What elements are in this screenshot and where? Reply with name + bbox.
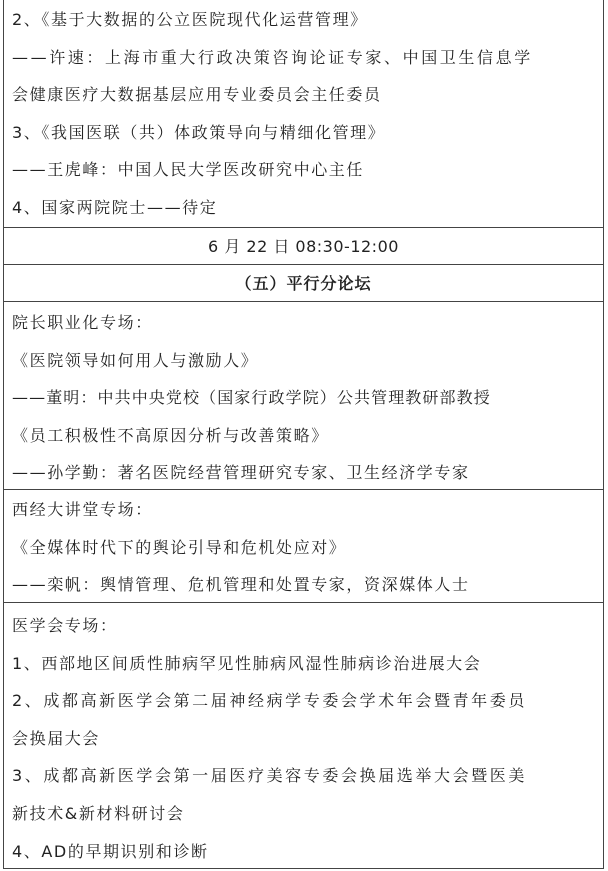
session-time: 6 月 22 日 08:30-12:00 (4, 227, 603, 264)
agenda-line: 2、成都高新医学会第二届神经病学专委会学术年会暨青年委员 (12, 691, 527, 711)
agenda-line: 会换届大会 (12, 728, 101, 748)
agenda-line: 《员工积极性不高原因分析与改善策略》 (12, 425, 329, 445)
agenda-line: ——许速：上海市重大行政决策咨询论证专家、中国卫生信息学 (12, 47, 533, 67)
agenda-line: 3、成都高新医学会第一届医疗美容专委会换届选举大会暨医美 (12, 766, 527, 786)
agenda-line: 4、AD的早期识别和诊断 (12, 841, 209, 861)
agenda-line: 《全媒体时代下的舆论引导和危机处应对》 (12, 537, 347, 557)
president-forum-cell (4, 301, 603, 489)
agenda-line: 院长职业化专场： (12, 313, 153, 332)
keynote-cell (4, 0, 603, 227)
agenda-line: 医学会专场： (12, 616, 118, 635)
agenda-line: 会健康医疗大数据基层应用专业委员会主任委员 (12, 85, 382, 105)
agenda-line: ——栾帆：舆情管理、危机管理和处置专家，资深媒体人士 (12, 575, 470, 595)
agenda-table (3, 0, 604, 869)
forum-title: （五）平行分论坛 (4, 264, 603, 301)
agenda-line: 新技术&新材料研讨会 (12, 803, 185, 823)
agenda-line: 4、国家两院院士——待定 (12, 197, 218, 217)
agenda-line: 2、《基于大数据的公立医院现代化运营管理》 (12, 10, 368, 29)
lecture-forum-cell (4, 489, 603, 602)
agenda-line: 《医院领导如何用人与激励人》 (12, 350, 259, 370)
agenda-line: ——董明：中共中央党校（国家行政学院）公共管理教研部教授 (12, 388, 491, 408)
agenda-line: 3、《我国医联（共）体政策导向与精细化管理》 (12, 122, 386, 142)
agenda-line: ——王虎峰：中国人民大学医改研究中心主任 (12, 160, 365, 180)
medical-forum-cell (4, 602, 603, 868)
agenda-line: 西经大讲堂专场： (12, 500, 153, 519)
agenda-line: 1、西部地区间质性肺病罕见性肺病风湿性肺病诊治进展大会 (12, 653, 482, 673)
agenda-line: ——孙学勤：著名医院经营管理研究专家、卫生经济学专家 (12, 463, 470, 483)
